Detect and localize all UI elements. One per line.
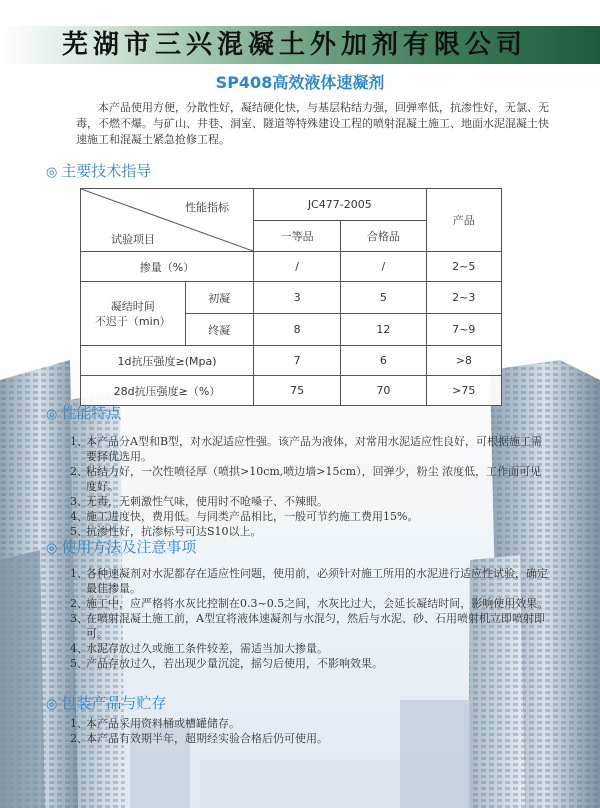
initial-g2: 5 [341,282,426,314]
d1-g2: 6 [341,346,426,376]
initial-product: 2~3 [426,282,501,314]
circle-bullet-icon: ◎ [46,407,58,422]
intro-paragraph: 本产品使用方便，分散性好，凝结硬化快，与基层粘结力强，回弹率低，抗渗性好，无氯、无毒，不燃不爆。与矿山、井巷、洞室、隧道等特殊建设工程的喷射混凝土施工、地面水泥混凝土快速施工和混凝土紧急抢修工程。 [76,101,549,146]
d28-product: >75 [426,376,501,406]
list-text: 施工中，应严格将水灰比控制在0.3~0.5之间，水灰比过大，会延长凝结时间，影响使用效果。 [86,597,549,610]
list-number: 5、 [70,525,88,538]
packaging-list [70,716,550,746]
circle-bullet-icon: ◎ [46,697,58,712]
list-number: 3、 [70,495,88,508]
list-number: 5、 [70,657,88,670]
list-text: 本产品分A型和B型，对水泥适应性强。该产品为液体，对常用水泥适应性良好，可根据施工需要择优选用。 [86,435,543,463]
product-title: SP408高效液体速凝剂 [215,73,385,92]
list-text: 本产品有效期半年，超期经实验合格后仍可使用。 [86,732,328,745]
list-text: 产品存放过久，若出现少量沉淀，摇匀后使用，不影响效果。 [86,657,383,670]
final-g2: 12 [341,314,426,346]
list-item [70,464,550,494]
list-item [70,509,550,524]
list-number: 3、 [70,612,88,625]
list-text: 本产品采用资料桶或槽罐储存。 [86,717,240,730]
d1-product: >8 [426,346,501,376]
list-number: 1、 [70,717,88,730]
list-item [70,494,550,509]
features-list [70,434,550,539]
list-text: 无毒，无刺激性气味，使用时不呛嗓子、不辣眼。 [86,495,328,508]
section-title-usage-text: 使用方法及注意事项 [61,538,197,556]
section-title-usage [46,536,196,557]
d1-g1: 7 [254,346,341,376]
list-item [70,656,550,671]
section-title-features [46,402,121,423]
list-item [70,731,550,746]
list-number: 2、 [70,465,88,478]
d1-label: 1d抗压强度≥(Mpa) [81,346,254,376]
list-text: 粘结力好，一次性喷径厚（喷拱>10cm,喷边墙>15cm），回弹少，粉尘 浓度低，工作面可见度好。 [86,465,542,493]
list-number: 4、 [70,510,88,523]
dosage-label: 掺量（%） [81,252,254,282]
table-row [81,376,502,406]
list-number: 1、 [70,435,88,448]
product-header: 产品 [426,189,501,252]
list-item [70,611,550,641]
section-title-packaging-text: 包装产品与贮存 [61,694,167,712]
section-title-packaging [46,692,166,713]
spec-table [80,188,502,406]
usage-list [70,566,550,671]
section-title-features-text: 性能特点 [61,404,122,422]
list-item [70,434,550,464]
grade2-header: 合格品 [341,220,426,252]
list-item [70,716,550,731]
setting-label: 凝结时间 不迟于（min） [81,282,186,346]
final-g1: 8 [254,314,341,346]
table-row [81,252,502,282]
d28-g1: 75 [254,376,341,406]
standard-cell: JC477-2005 [254,189,427,221]
dosage-g2: / [341,252,426,282]
list-text: 抗渗性好，抗渗标号可达S10以上。 [86,525,262,538]
initial-g1: 3 [254,282,341,314]
list-text: 施工进度快，费用低。与同类产品相比，一般可节约施工费用15%。 [86,510,419,523]
table-row [81,346,502,376]
initial-label: 初凝 [185,282,253,314]
list-text: 水泥存放过久或施工条件较差，需适当加大掺量。 [86,642,328,655]
header-item: 试验项目 [111,233,155,246]
list-item [70,641,550,656]
grade1-header: 一等品 [254,220,341,252]
section-title-tech [46,160,151,181]
list-number: 2、 [70,597,88,610]
final-product: 7~9 [426,314,501,346]
final-label: 终凝 [185,314,253,346]
list-item [70,566,550,596]
list-text: 在喷射混凝土施工前，A型宜将液体速凝剂与水混匀，然后与水泥、砂、石用喷射机立即喷射即可。 [86,612,545,640]
list-number: 4、 [70,642,88,655]
table-row [81,282,502,314]
table-diagonal-header [81,189,254,252]
list-number: 1、 [70,567,88,580]
circle-bullet-icon: ◎ [46,541,58,556]
d28-g2: 70 [341,376,426,406]
list-item [70,596,550,611]
list-text: 各种速凝剂对水泥都存在适应性问题，使用前，必须针对施工所用的水泥进行适应性试验，确定最佳掺量。 [86,567,548,595]
dosage-g1: / [254,252,341,282]
company-name: 芜湖市三兴混凝土外加剂有限公司 [62,30,528,60]
section-title-tech-text: 主要技术指导 [61,162,152,180]
circle-bullet-icon: ◎ [46,165,58,180]
list-number: 2、 [70,732,88,745]
d28-label: 28d抗压强度≥（%） [81,376,254,406]
dosage-product: 2~5 [426,252,501,282]
header-indicator: 性能指标 [185,201,229,214]
